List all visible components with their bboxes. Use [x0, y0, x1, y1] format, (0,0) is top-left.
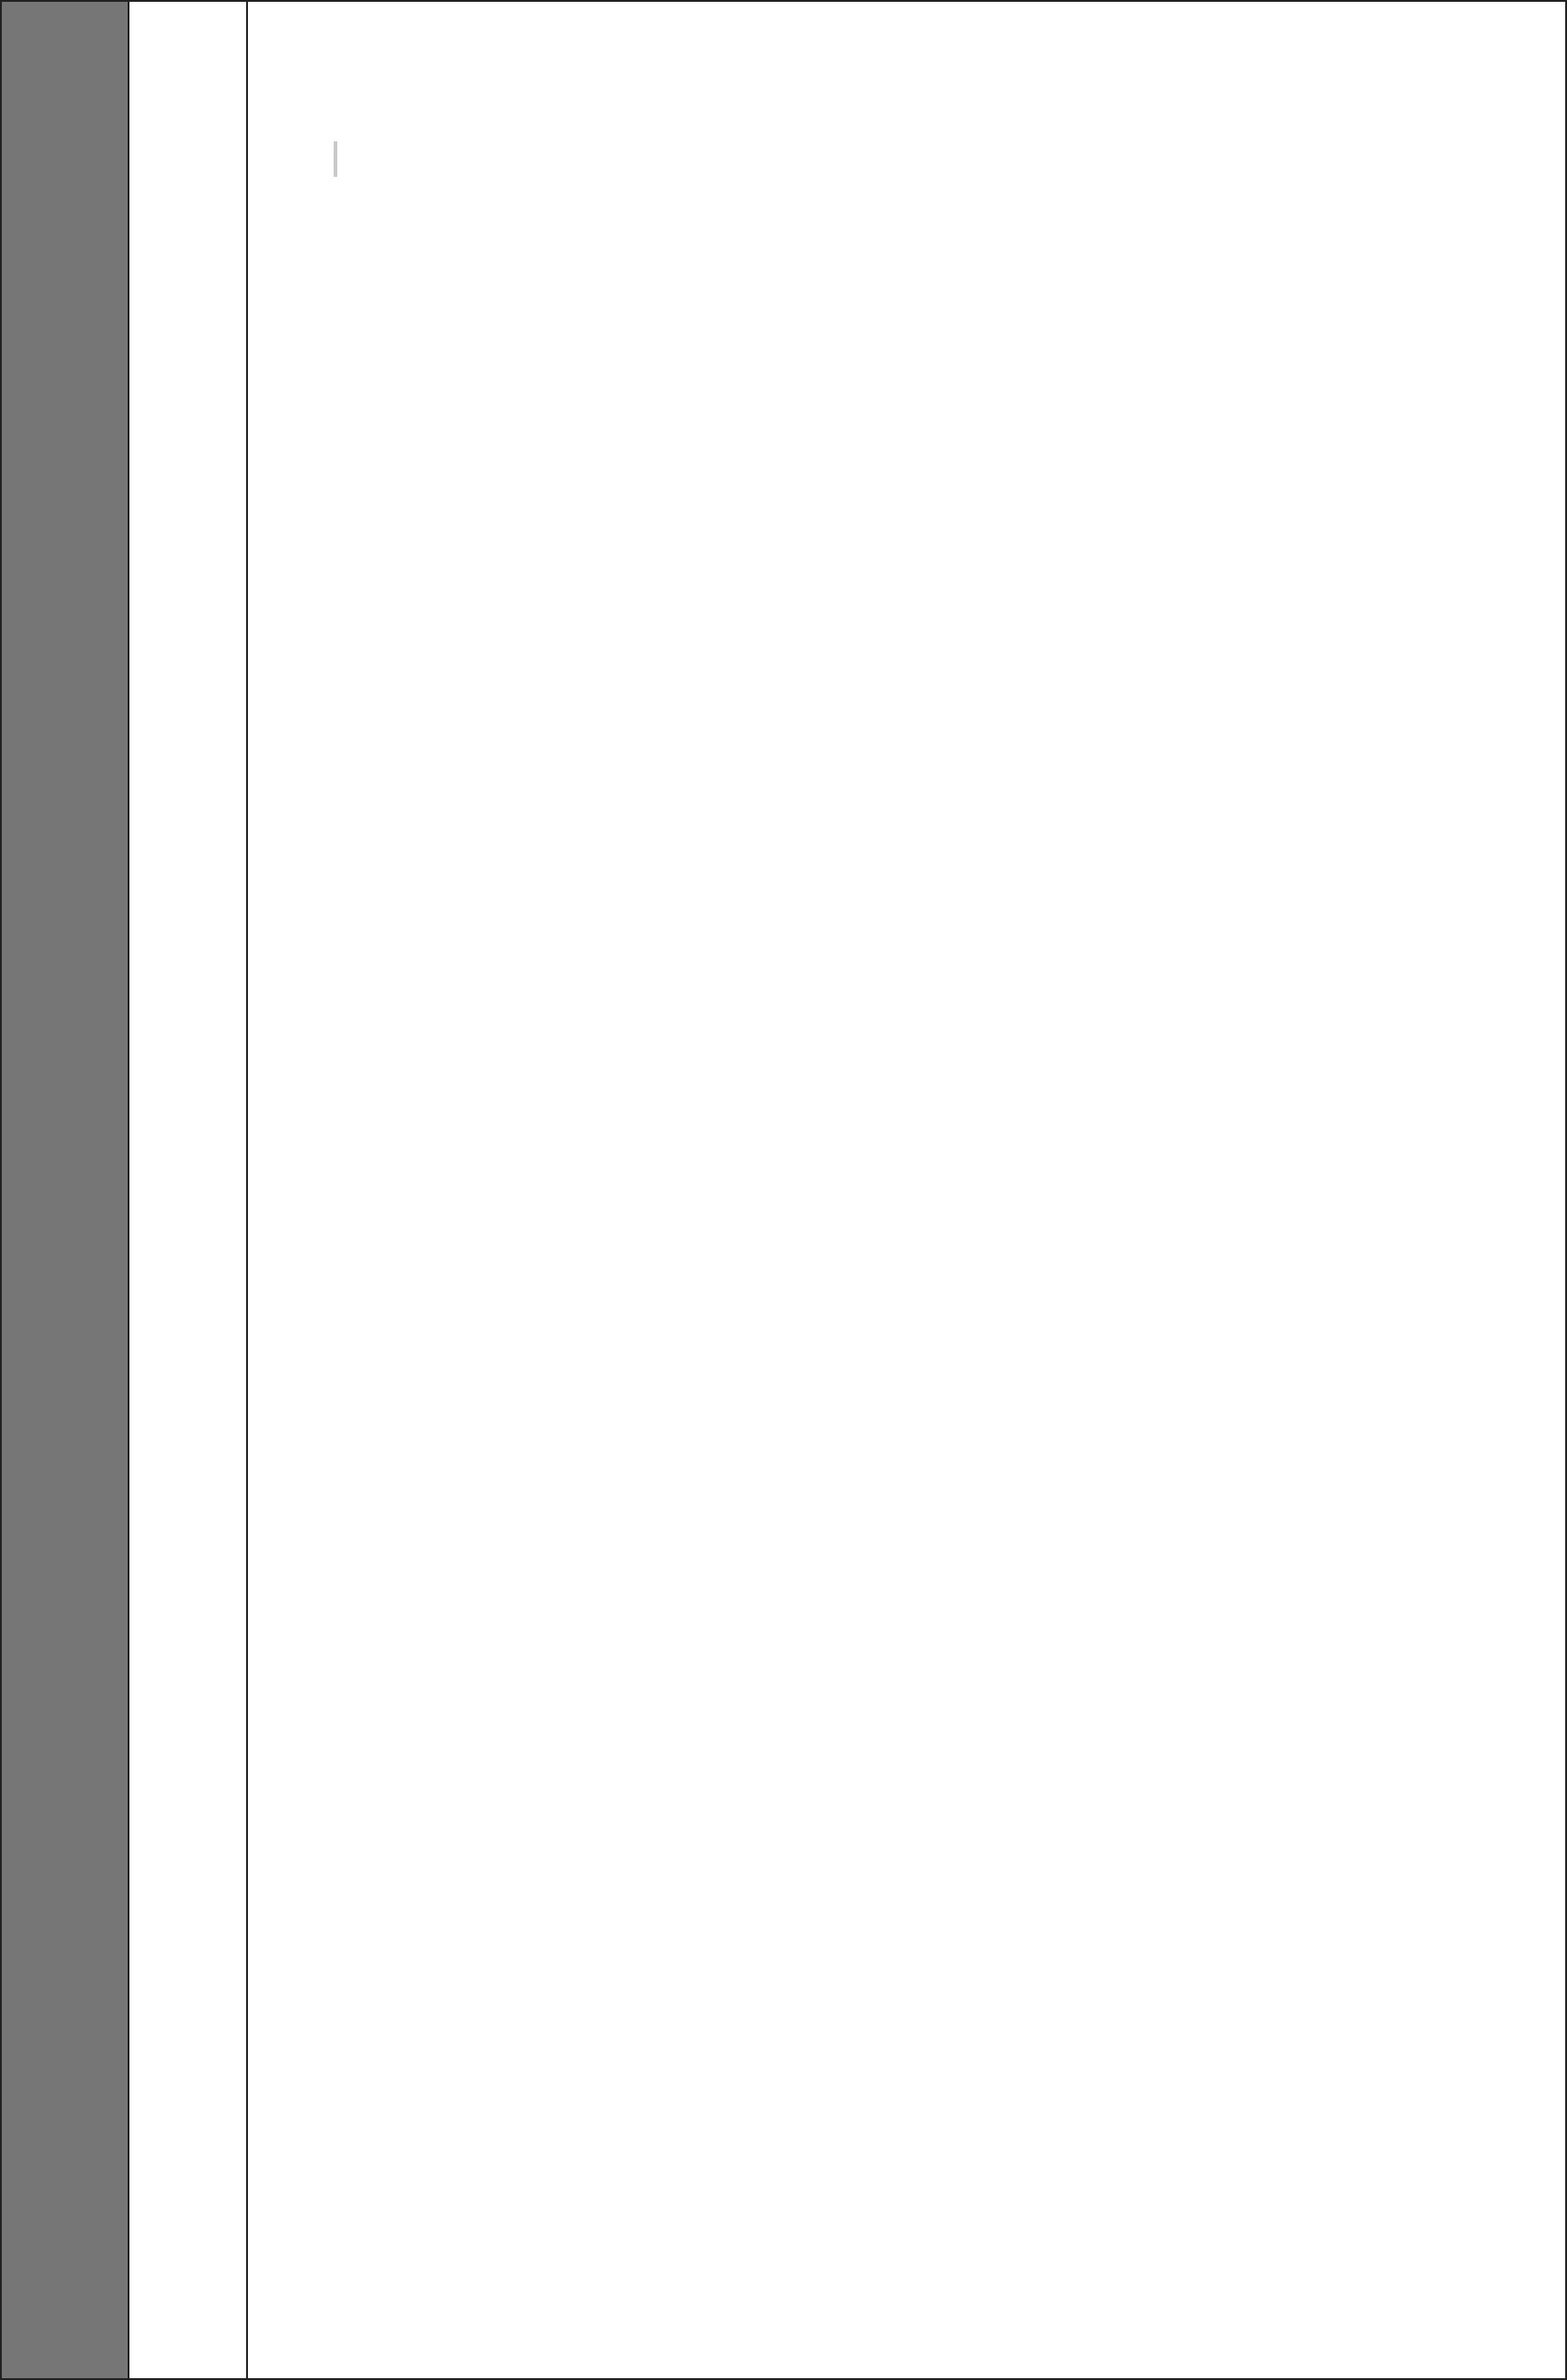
sidebar-category-char — [2, 1170, 128, 1290]
sidebar-category-label — [2, 932, 128, 1409]
document-body — [266, 77, 1541, 187]
sidebar-subcategory-label — [129, 982, 246, 1459]
sidebar-subcategory-char — [129, 1340, 246, 1459]
section-heading — [266, 132, 1541, 187]
sidebar-subcategory-char — [129, 982, 246, 1101]
sidebar-subcategory-char — [129, 1101, 246, 1221]
sidebar-category-char — [2, 1051, 128, 1170]
sidebar-category — [2, 2, 129, 2378]
section-gap — [266, 77, 1541, 132]
sidebar-category-char — [2, 932, 128, 1051]
sidebar-category-char — [2, 1290, 128, 1409]
sidebar-subcategory — [129, 2, 248, 2378]
section-title — [334, 141, 337, 177]
sidebar-subcategory-char — [129, 1221, 246, 1340]
